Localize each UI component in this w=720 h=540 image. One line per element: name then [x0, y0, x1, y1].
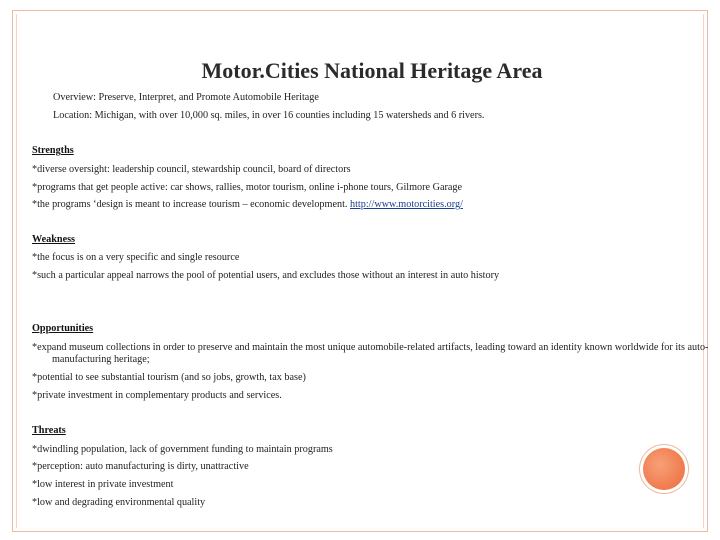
opportunity-item: *potential to see substantial tourism (and so jobs, growth, tax base) — [32, 372, 306, 383]
frame-top-line — [12, 10, 708, 11]
threat-item: *dwindling population, lack of government funding to maintain programs — [32, 444, 333, 455]
weakness-item: *the focus is on a very specific and single resource — [32, 252, 240, 263]
opportunity-item: *expand museum collections in order to preserve and maintain the most unique automobile-related artifacts, leading toward an identity known worldwide for its auto-manufacturing heritage; — [32, 342, 709, 365]
threat-item: *perception: auto manufacturing is dirty, unattractive — [32, 461, 249, 472]
strength-item: *programs that get people active: car shows, rallies, motor tourism, online i-phone tours, Gilmore Garage — [32, 182, 463, 193]
decorative-circle — [643, 448, 685, 490]
strength-item — [32, 199, 463, 211]
threat-item: *low interest in private investment — [32, 479, 174, 490]
opportunities-heading: Opportunities — [32, 323, 94, 334]
strength-item-text: *the programs ‘design is meant to increase tourism – economic development. — [32, 199, 350, 210]
frame-right-line — [707, 10, 708, 532]
slide-title: Motor.Cities National Heritage Area — [201, 58, 543, 83]
weakness-heading: Weakness — [32, 234, 76, 245]
threat-item: *low and degrading environmental quality — [32, 497, 206, 508]
strengths-heading: Strengths — [32, 145, 74, 156]
opportunity-item: *private investment in complementary products and services. — [32, 390, 282, 401]
frame-left-inner-line — [16, 14, 17, 528]
frame-left-line — [12, 10, 13, 532]
frame-bottom-line — [12, 531, 708, 532]
weakness-item: *such a particular appeal narrows the pool of potential users, and excludes those without an interest in auto history — [32, 270, 500, 281]
threats-heading: Threats — [32, 425, 66, 436]
location-text: Location: Michigan, with over 10,000 sq. miles, in over 16 counties including 15 watersheds and 6 rivers. — [53, 110, 485, 121]
overview-text: Overview: Preserve, Interpret, and Promote Automobile Heritage — [53, 92, 319, 103]
motorcities-link[interactable]: http://www.motorcities.org/ — [350, 199, 463, 210]
strength-item: *diverse oversight: leadership council, stewardship council, board of directors — [32, 164, 351, 175]
frame-right-inner-line — [703, 14, 704, 528]
